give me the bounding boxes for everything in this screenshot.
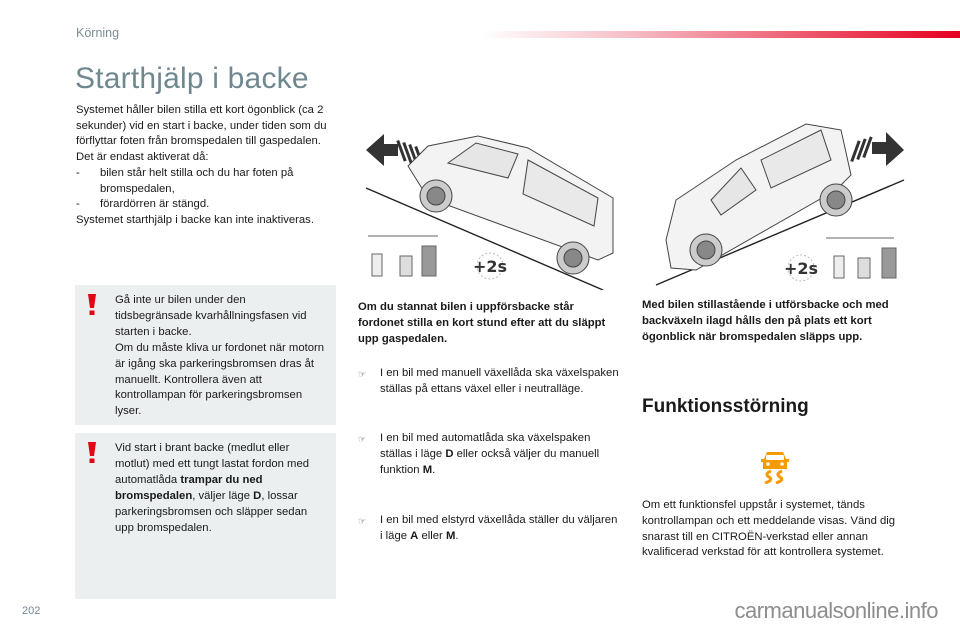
intro-text: [76, 103, 346, 229]
warning-text: Vid start i brant backe (medlut eller motlut) med ett tungt lastat fordon med automatlåda trampar du ned bromspedalen, väljer läge D, lossar parkeringsbromsen och släpper sedan upp bromspedalen.: [115, 442, 310, 534]
bullet-item: [358, 513, 620, 545]
watermark: carmanualsonline.info: [734, 598, 938, 623]
uphill-illustration: [358, 118, 618, 290]
uphill-lead: [358, 300, 620, 348]
malfunction-text: Om ett funktionsfel uppstår i systemet, tänds kontrollampan och ett meddelande visas. Vänd dig snarast till en CITROËN-verkstad eller annan kvalificerad verkstad för att kontrollera systemet.: [642, 499, 896, 559]
bullet-item: [358, 431, 620, 479]
intro-paragraph: Systemet starthjälp i backe kan inte inaktiveras.: [76, 213, 314, 226]
reverse-arrow-icon: [850, 132, 904, 166]
condition-text: bilen står helt stilla och du har foten på bromspedalen,: [100, 166, 294, 195]
bullet-text: I en bil med automatlåda ska växelspaken ställas i läge D eller också väljer du manuell funktion M.: [380, 432, 600, 476]
dash-marker: -: [76, 166, 80, 179]
downhill-illustration: [636, 120, 914, 290]
intro-paragraph: Det är endast aktiverat då:: [76, 151, 209, 164]
pointing-hand-icon: ☞: [358, 369, 367, 379]
skid-warning-lamp-icon: [760, 450, 790, 484]
bullet-item: [358, 366, 620, 398]
timer-icon: [473, 253, 507, 279]
header-accent-rule: [482, 31, 960, 38]
svg-text:+2s: +2s: [784, 259, 819, 278]
uphill-lead-text: Om du stannat bilen i uppförsbacke står fordonet stilla en kort stund efter att du släppt upp gaspedalen.: [358, 301, 606, 345]
condition-item: [76, 197, 346, 213]
warning-text: Om du måste kliva ur fordonet när motorn är igång ska parkeringsbromsen dras åt manuellt. Kontrollera även att kontrollampan för parkeringsbromsen lyser.: [115, 341, 325, 418]
bullet-text: I en bil med elstyrd växellåda ställer du väljaren i läge A eller M.: [380, 514, 618, 542]
exclamation-icon: [87, 294, 97, 316]
timer-icon: [784, 255, 818, 281]
dash-marker: -: [76, 198, 80, 211]
downhill-lead-text: Med bilen stillastående i utförsbacke och med backväxeln ilagd hålls den på plats ett kort ögonblick när bromspedalen släpps upp.: [642, 299, 889, 343]
warning-box: [75, 285, 336, 425]
van-icon: [666, 124, 852, 270]
downhill-lead: [642, 298, 912, 346]
condition-text: förardörren är stängd.: [100, 198, 210, 211]
van-icon: [408, 136, 613, 274]
warning-text: Gå inte ur bilen under den tidsbegränsade kvarhållningsfasen vid starten i backe.: [115, 294, 307, 338]
page-number: 202: [22, 605, 41, 617]
pedals-icon: [826, 238, 896, 278]
warning-box: [75, 433, 336, 599]
condition-item: [76, 166, 346, 197]
page-title: Starthjälp i backe: [75, 62, 309, 95]
pedals-icon: [368, 236, 438, 276]
bullet-text: I en bil med manuell växellåda ska växelspaken ställas på ettans växel eller i neutralläge.: [380, 367, 619, 395]
pointing-hand-icon: ☞: [358, 516, 367, 526]
intro-paragraph: Systemet håller bilen stilla ett kort ögonblick (ca 2 sekunder) vid en start i backe, under tiden som du förflyttar foten från bromspedalen till gaspedalen.: [76, 104, 327, 148]
pointing-hand-icon: ☞: [358, 434, 367, 444]
exclamation-icon: [87, 442, 97, 464]
section-label: Körning: [76, 26, 120, 40]
malfunction-heading: Funktionsstörning: [642, 396, 809, 417]
svg-text:+2s: +2s: [473, 257, 508, 276]
